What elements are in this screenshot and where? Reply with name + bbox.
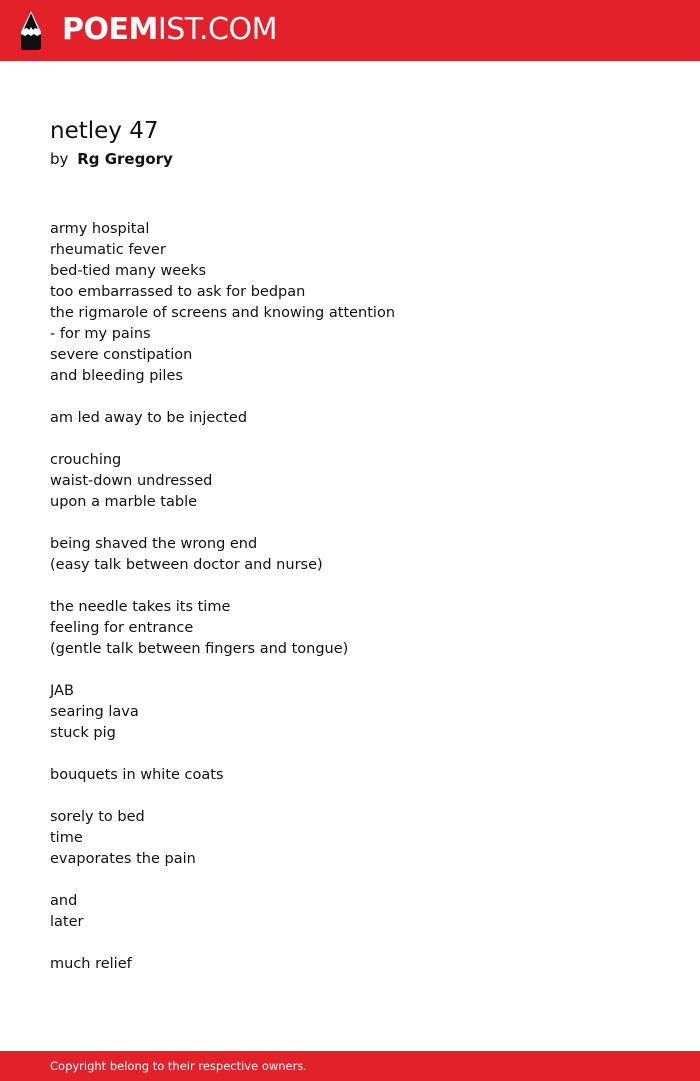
stanza-break	[50, 933, 650, 954]
poem-line: evaporates the pain	[50, 851, 196, 867]
poem-line: (gentle talk between fingers and tongue)	[50, 641, 349, 657]
poem-body	[50, 219, 650, 975]
poem-line: and bleeding piles	[50, 368, 183, 384]
stanza-break	[50, 786, 650, 807]
logo-text-bold: POEM	[62, 12, 158, 47]
pen-nib-icon[interactable]	[18, 10, 44, 51]
poem-line: - for my pains	[50, 326, 151, 342]
poem-line: waist-down undressed	[50, 473, 213, 489]
author-name[interactable]: Rg Gregory	[77, 150, 173, 168]
poem-line: feeling for entrance	[50, 620, 194, 636]
stanza-break	[50, 660, 650, 681]
poem-line: searing lava	[50, 704, 139, 720]
poem-line: and	[50, 893, 78, 909]
byline	[50, 148, 173, 170]
poem-line: sorely to bed	[50, 809, 145, 825]
poem-line: crouching	[50, 452, 122, 468]
poem-line: too embarrassed to ask for bedpan	[50, 284, 306, 300]
poem-line: army hospital	[50, 221, 150, 237]
site-logo[interactable]	[62, 12, 277, 48]
poem-line: JAB	[50, 683, 74, 699]
poem-line: time	[50, 830, 83, 846]
stanza-break	[50, 513, 650, 534]
stanza-break	[50, 870, 650, 891]
poem-line: am led away to be injected	[50, 410, 248, 426]
site-header	[0, 0, 700, 61]
poem-line: the needle takes its time	[50, 599, 231, 615]
poem-line: severe constipation	[50, 347, 193, 363]
poem-line: later	[50, 914, 84, 930]
stanza-break	[50, 429, 650, 450]
poem-line: bouquets in white coats	[50, 767, 224, 783]
stanza-break	[50, 576, 650, 597]
poem-line: much relief	[50, 956, 132, 972]
poem-line: (easy talk between doctor and nurse)	[50, 557, 323, 573]
stanza-break	[50, 387, 650, 408]
poem-line: being shaved the wrong end	[50, 536, 258, 552]
site-footer	[0, 1051, 700, 1081]
stanza-break	[50, 744, 650, 765]
poem-line: the rigmarole of screens and knowing attention	[50, 305, 396, 321]
poem-line: rheumatic fever	[50, 242, 166, 258]
by-label: by	[50, 150, 69, 168]
logo-text-light: IST.COM	[157, 12, 277, 47]
poem-title: netley 47	[50, 118, 159, 144]
poem-line: bed-tied many weeks	[50, 263, 207, 279]
copyright-notice: Copyright belong to their respective owners.	[50, 1059, 308, 1073]
poem-line: stuck pig	[50, 725, 116, 741]
poem-line: upon a marble table	[50, 494, 198, 510]
